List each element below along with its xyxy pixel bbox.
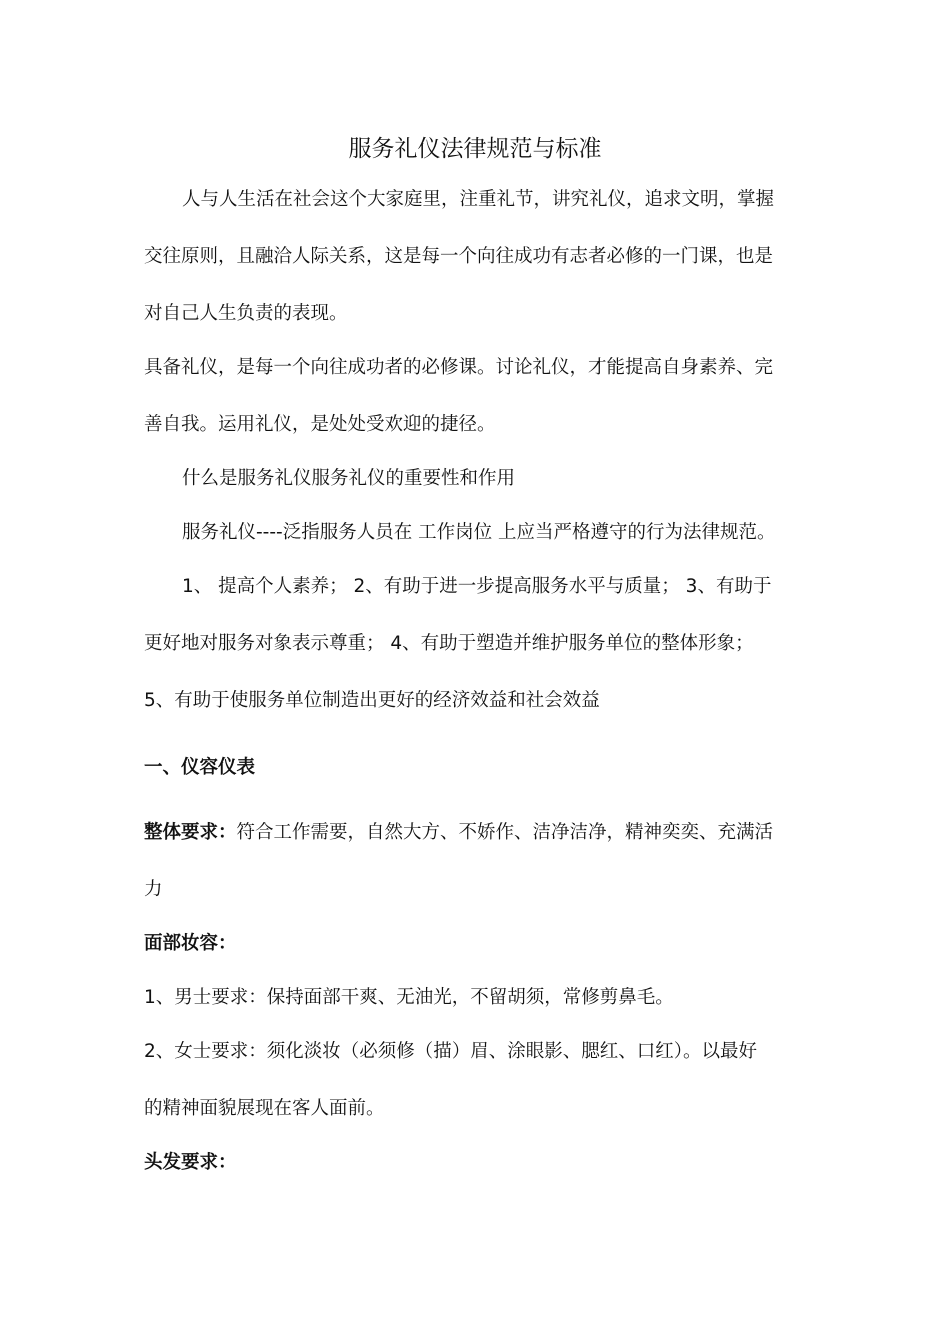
overall-continuation: 力 [144, 879, 163, 900]
what-is-heading: 什么是服务礼仪服务礼仪的重要性和作用 [182, 468, 516, 489]
male-requirement: 1、男士要求：保持面部干爽、无油光，不留胡须，常修剪鼻毛。 [144, 987, 674, 1008]
benefits-line-2: 更好地对服务对象表示尊重； 4、有助于塑造并维护服务单位的整体形象； [144, 633, 754, 654]
intro-line-3: 对自己人生负责的表现。 [144, 303, 348, 324]
overall-text: 符合工作需要，自然大方、不娇作、洁净洁净，精神奕奕、充满活 [236, 822, 774, 843]
definition-text: 服务礼仪----泛指服务人员在 工作岗位 上应当严格遵守的行为法律规范。 [182, 522, 776, 543]
overall-requirement [144, 820, 804, 846]
intro-line-1: 人与人生活在社会这个大家庭里，注重礼节，讲究礼仪，追求文明，掌握 [182, 189, 775, 210]
intro-line-5: 善自我。运用礼仪，是处处受欢迎的捷径。 [144, 414, 496, 435]
benefits-line-3: 5、有助于使服务单位制造出更好的经济效益和社会效益 [144, 690, 600, 711]
overall-label: 整体要求： [144, 822, 237, 843]
hair-requirement-heading: 头发要求： [144, 1152, 237, 1173]
intro-line-4: 具备礼仪，是每一个向往成功者的必修课。讨论礼仪，才能提高自身素养、完 [144, 357, 774, 378]
benefits-line-1: 1、 提高个人素养； 2、有助于进一步提高服务水平与质量； 3、有助于 [182, 576, 772, 597]
female-requirement-line-2: 的精神面貌展现在客人面前。 [144, 1098, 385, 1119]
female-requirement-line-1: 2、女士要求：须化淡妆（必须修（描）眉、涂眼影、腮红、口红）。以最好 [144, 1041, 758, 1062]
document-title: 服务礼仪法律规范与标准 [348, 136, 602, 162]
intro-line-2: 交往原则，且融洽人际关系，这是每一个向往成功有志者必修的一门课，也是 [144, 246, 774, 267]
face-makeup-heading: 面部妆容： [144, 933, 237, 954]
section-heading-appearance: 一、仪容仪表 [144, 757, 256, 778]
